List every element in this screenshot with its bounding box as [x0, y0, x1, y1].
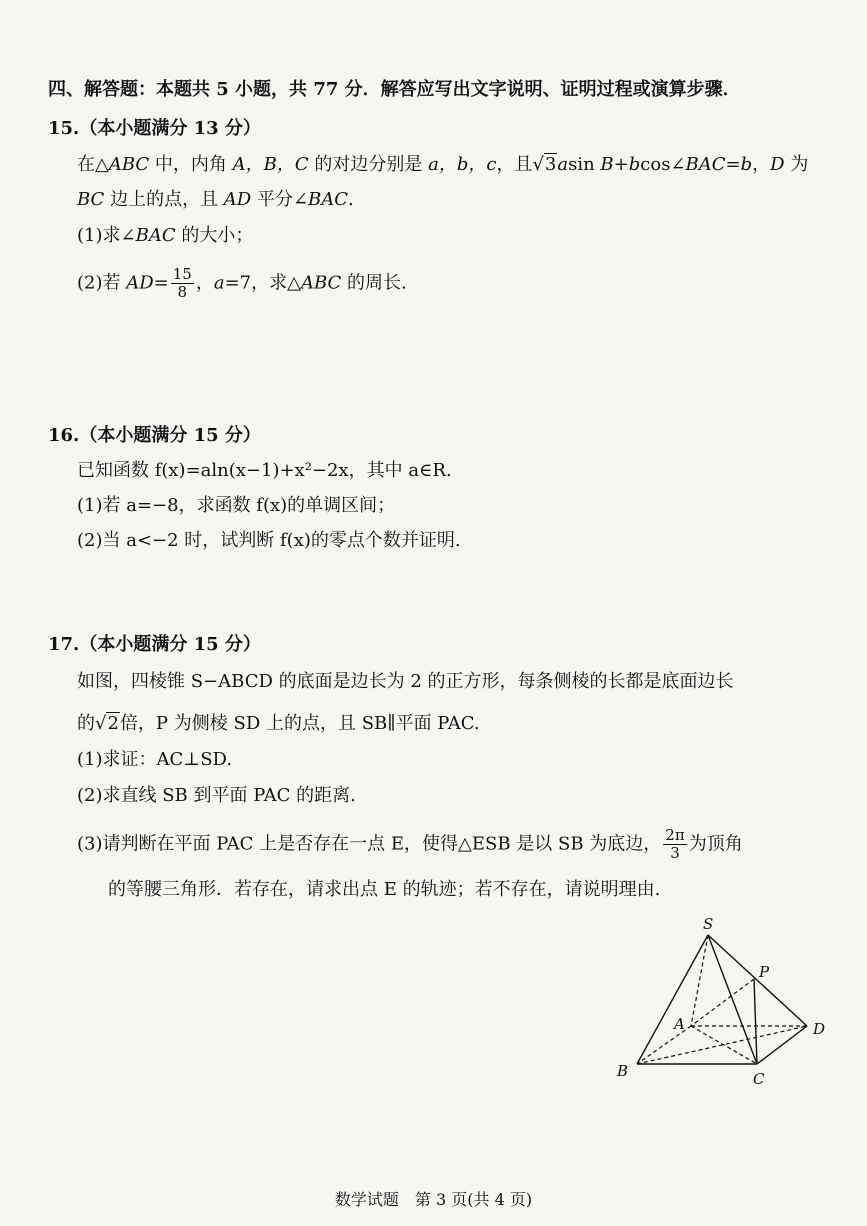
section-header: 四、解答题：本题共 5 小题，共 77 分．解答应写出文字说明、证明过程或演算步骤． — [48, 79, 741, 100]
q15-title: 15.（本小题满分 13 分） — [48, 118, 261, 139]
label-S: S — [703, 915, 714, 933]
q16-title: 16.（本小题满分 15 分） — [48, 425, 261, 446]
edge-PC — [754, 979, 757, 1064]
label-P: P — [759, 963, 770, 981]
q17-title: 17.（本小题满分 15 分） — [48, 634, 261, 655]
q17-stem-line2: 的√2倍，P 为侧棱 SD 上的点，且 SB∥平面 PAC. — [77, 713, 480, 734]
label-D: D — [813, 1020, 826, 1038]
label-B: B — [617, 1062, 629, 1080]
q17-part1: (1)求证：AC⊥SD. — [77, 749, 233, 770]
edge-SB — [637, 935, 708, 1064]
q15-stem-line1: 在△ABC 中，内角 A，B，C 的对边分别是 a，b，c，且√3asin B+bcos∠BAC=b，D 为 — [77, 154, 809, 175]
fraction-15-8: $\frac{15}{8}$ — [172, 265, 192, 301]
edge-SA — [691, 935, 708, 1026]
edge-SC — [708, 935, 757, 1064]
fraction-2pi-3: $\frac{2\pi}{3}$ — [665, 826, 685, 862]
q15-stem-line2: BC 边上的点，且 AD 平分∠BAC. — [77, 189, 354, 210]
q15-part2: (2)若 AD= $\frac{15}{8}$ ，a=7，求△ABC 的周长. — [77, 265, 407, 301]
q17-part2: (2)求直线 SB 到平面 PAC 的距离. — [77, 785, 356, 806]
q15-part1: (1)求∠BAC 的大小； — [77, 225, 254, 246]
pyramid-figure — [607, 912, 837, 1092]
q17-part3-line2: 的等腰三角形．若存在，请求出点 E 的轨迹；若不存在，请说明理由. — [108, 879, 661, 900]
q16-stem: 已知函数 f(x)=aln(x−1)+x²−2x，其中 a∈R. — [77, 460, 452, 481]
edge-AC — [691, 1026, 757, 1064]
edge-PA — [691, 979, 754, 1026]
q17-part3: (3)请判断在平面 PAC 上是否存在一点 E，使得△ESB 是以 SB 为底边， $\frac{2\pi}{3}$ 为顶角 — [77, 826, 743, 862]
page-footer: 数学试题 第 3 页(共 4 页) — [334, 1190, 533, 1209]
edge-SD — [708, 935, 807, 1026]
label-C: C — [753, 1070, 765, 1088]
q16-part1: (1)若 a=−8，求函数 f(x)的单调区间； — [77, 495, 396, 516]
q16-part2: (2)当 a<−2 时，试判断 f(x)的零点个数并证明. — [77, 530, 461, 551]
q17-stem-line1: 如图，四棱锥 S−ABCD 的底面是边长为 2 的正方形，每条侧棱的长都是底面边长 — [77, 671, 734, 692]
label-A: A — [674, 1015, 685, 1033]
